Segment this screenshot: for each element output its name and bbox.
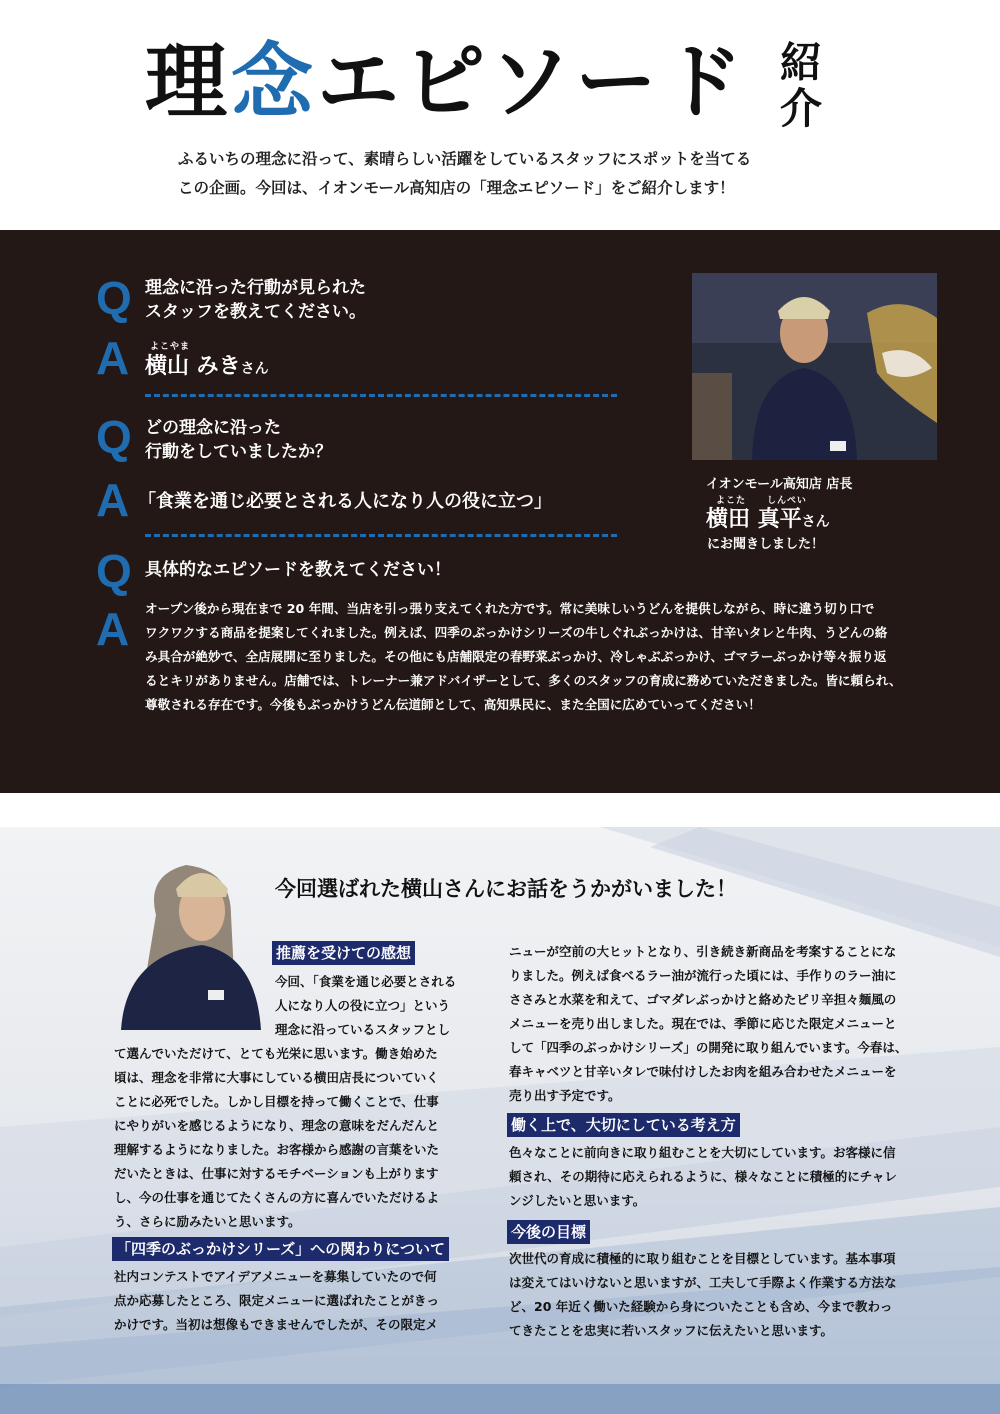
- manager-photo-illustration: [692, 273, 937, 460]
- section-2-continued: [509, 940, 907, 1108]
- section-2-line: 社内コンテストでアイデアメニューを募集していたので何: [114, 1269, 437, 1284]
- answer-3-line: 尊敬される存在です。今後もぶっかけうどん伝道師として、高知県民に、また全国に広めていってください！: [145, 697, 761, 712]
- section-heading-values: 働く上で、大切にしている考え方: [507, 1113, 740, 1137]
- divider-1: [145, 394, 617, 397]
- manager-ruby-given: しんぺい: [767, 496, 807, 506]
- title-part-accent: 念: [231, 35, 318, 130]
- section-1-line: て選んでいただけて、とても光栄に思います。働き始めた: [114, 1046, 438, 1061]
- section-2-line: 春キャベツと甘辛いタレで味付けしたお肉を組み合わせたメニューを: [509, 1064, 897, 1079]
- section-4-line: てきたことを忠実に若いスタッフに伝えたいと思います。: [509, 1323, 834, 1338]
- answer-3-line: み具合が絶妙で、全店展開に至りました。その他にも店舗限定の春野菜ぶっかけ、冷しゃぶぶっかけ、ゴマラーぶっかけ等々振り返: [145, 649, 887, 664]
- section-1-narrow: [275, 970, 456, 1042]
- question-1-line-2: スタッフを教えてください。: [145, 302, 366, 322]
- manager-san: さん: [801, 514, 830, 530]
- title-suffix: 紹介: [780, 38, 823, 133]
- answer-3-line: ワクワクする商品を提案してくれました。例えば、四季のぶっかけシリーズの牛しぐれぶっかけは、甘辛いタレと牛肉、うどんの絡: [145, 625, 888, 640]
- staff-photo-illustration: [116, 855, 261, 1030]
- divider-2: [145, 534, 617, 537]
- section-2-line: 売り出す予定です。: [509, 1088, 621, 1103]
- interview-heading: 今回選ばれた横山さんにお話をうかがいました！: [275, 877, 737, 901]
- section-1-line: 頃は、理念を非常に大事にしている横田店長についていく: [114, 1070, 439, 1085]
- section-2-line: ニューが空前の大ヒットとなり、引き続き新商品を考案することにな: [509, 944, 897, 959]
- section-1-line: だいたときは、仕事に対するモチベーションも上がります: [114, 1166, 439, 1181]
- manager-name-row: [706, 502, 830, 533]
- manager-photo: [692, 273, 937, 460]
- answer-1-name: 横山 みき: [145, 354, 241, 379]
- section-3-text: [509, 1141, 897, 1213]
- a-mark-1: A: [96, 332, 130, 384]
- section-2-text: [114, 1265, 439, 1337]
- section-heading-impressions: 推薦を受けての感想: [272, 941, 415, 965]
- section-2-line: かけです。当初は想像もできませんでしたが、その限定メ: [114, 1317, 439, 1332]
- section-2-line: 点か応募したところ、限定メニューに選ばれたことがきっ: [114, 1293, 440, 1308]
- q-mark-1: Q: [96, 272, 132, 324]
- section-1-wide: [114, 1042, 439, 1234]
- section-1-line: ことに必死でした。しかし目標を持って働くことで、仕事: [114, 1094, 439, 1109]
- section-4-line: は変えてはいけないと思いますが、工夫して手際よく作業する方法な: [509, 1275, 897, 1290]
- section-2-line: メニューを売り出しました。現在では、季節に応じた限定メニューと: [509, 1016, 897, 1031]
- manager-name: 横田 真平: [706, 507, 802, 532]
- manager-note: にお聞きしました！: [707, 537, 825, 552]
- section-2-line: して「四季のぶっかけシリーズ」の開発に取り組んでいます。今春は、: [509, 1040, 908, 1055]
- answer-2: 「食業を通じ必要とされる人になり人の役に立つ」: [138, 491, 552, 512]
- section-1-line: し、今の仕事を通じてたくさんの方に喜んでいただけるよ: [114, 1190, 440, 1205]
- answer-3: [145, 597, 945, 717]
- question-1: [145, 276, 366, 324]
- answer-3-line: オープン後から現在まで 20 年間、当店を引っ張り支えてくれた方です。常に美味しいうどんを提供しながら、時に違う切り口で: [145, 601, 875, 616]
- answer-1-san: さん: [240, 361, 269, 377]
- question-3: 具体的なエピソードを教えてください！: [145, 560, 451, 580]
- question-2-line-2: 行動をしていましたか？: [145, 442, 332, 462]
- intro-line-1: ふるいちの理念に沿って、素晴らしい活躍をしているスタッフにスポットを当てる: [178, 150, 752, 168]
- section-2-line: ささみと水菜を和えて、ゴマダレぶっかけと絡めたピリ辛担々麺風の: [509, 992, 897, 1007]
- section-1-line: 人になり人の役に立つ」という: [275, 998, 451, 1013]
- section-4-line: ど、20 年近く働いた経験から身についたことも含め、今まで教わっ: [509, 1299, 893, 1314]
- question-2-line-1: どの理念に沿った: [145, 418, 281, 438]
- a-mark-3: A: [96, 603, 130, 655]
- section-1-line: 今回、「食業を通じ必要とされる: [275, 974, 457, 989]
- answer-1-ruby: よこやま: [150, 342, 191, 352]
- section-1-line: う、さらに励みたいと思います。: [114, 1214, 301, 1229]
- section-1-line: 理解するようになりました。お客様から感謝の言葉をいた: [114, 1142, 440, 1157]
- manager-ruby-family: よこた: [716, 496, 747, 506]
- question-2: [145, 416, 332, 464]
- a-mark-2: A: [96, 474, 130, 526]
- question-1-line-1: 理念に沿った行動が見られた: [145, 278, 366, 298]
- title-part-1: 理: [145, 35, 232, 130]
- q-mark-2: Q: [96, 411, 132, 463]
- section-3-line: 色々なことに前向きに取り組むことを大切にしています。お客様に信: [509, 1145, 896, 1160]
- staff-photo: [116, 855, 261, 1030]
- title-part-2: エピソード: [317, 35, 748, 130]
- page-title: [145, 35, 748, 130]
- section-1-line: 理念に沿っているスタッフとし: [275, 1022, 451, 1037]
- section-heading-goals: 今後の目標: [507, 1220, 590, 1244]
- answer-3-line: るとキリがありません。店舗では、トレーナー兼アドバイザーとして、多くのスタッフの育成に務めていただきました。皆に頼られ、: [145, 673, 902, 688]
- q-mark-3: Q: [96, 545, 132, 597]
- intro-line-2: この企画。今回は、イオンモール高知店の「理念エピソード」をご紹介します！: [178, 179, 735, 197]
- section-3-line: ンジしたいと思います。: [509, 1193, 646, 1208]
- section-4-line: 次世代の育成に積極的に取り組むことを目標としています。基本事項: [509, 1251, 896, 1266]
- section-3-line: 頼され、その期待に応えられるように、様々なことに積極的にチャレ: [509, 1169, 897, 1184]
- answer-1: [145, 349, 269, 380]
- section-2-line: りました。例えば食べるラー油が流行った頃には、手作りのラー油に: [509, 968, 897, 983]
- section-1-line: にやりがいを感じるようになり、理念の意味をだんだんと: [114, 1118, 440, 1133]
- section-heading-series: 「四季のぶっかけシリーズ」への関わりについて: [112, 1237, 449, 1261]
- section-4-text: [509, 1247, 897, 1343]
- manager-store: イオンモール高知店 店長: [706, 477, 853, 492]
